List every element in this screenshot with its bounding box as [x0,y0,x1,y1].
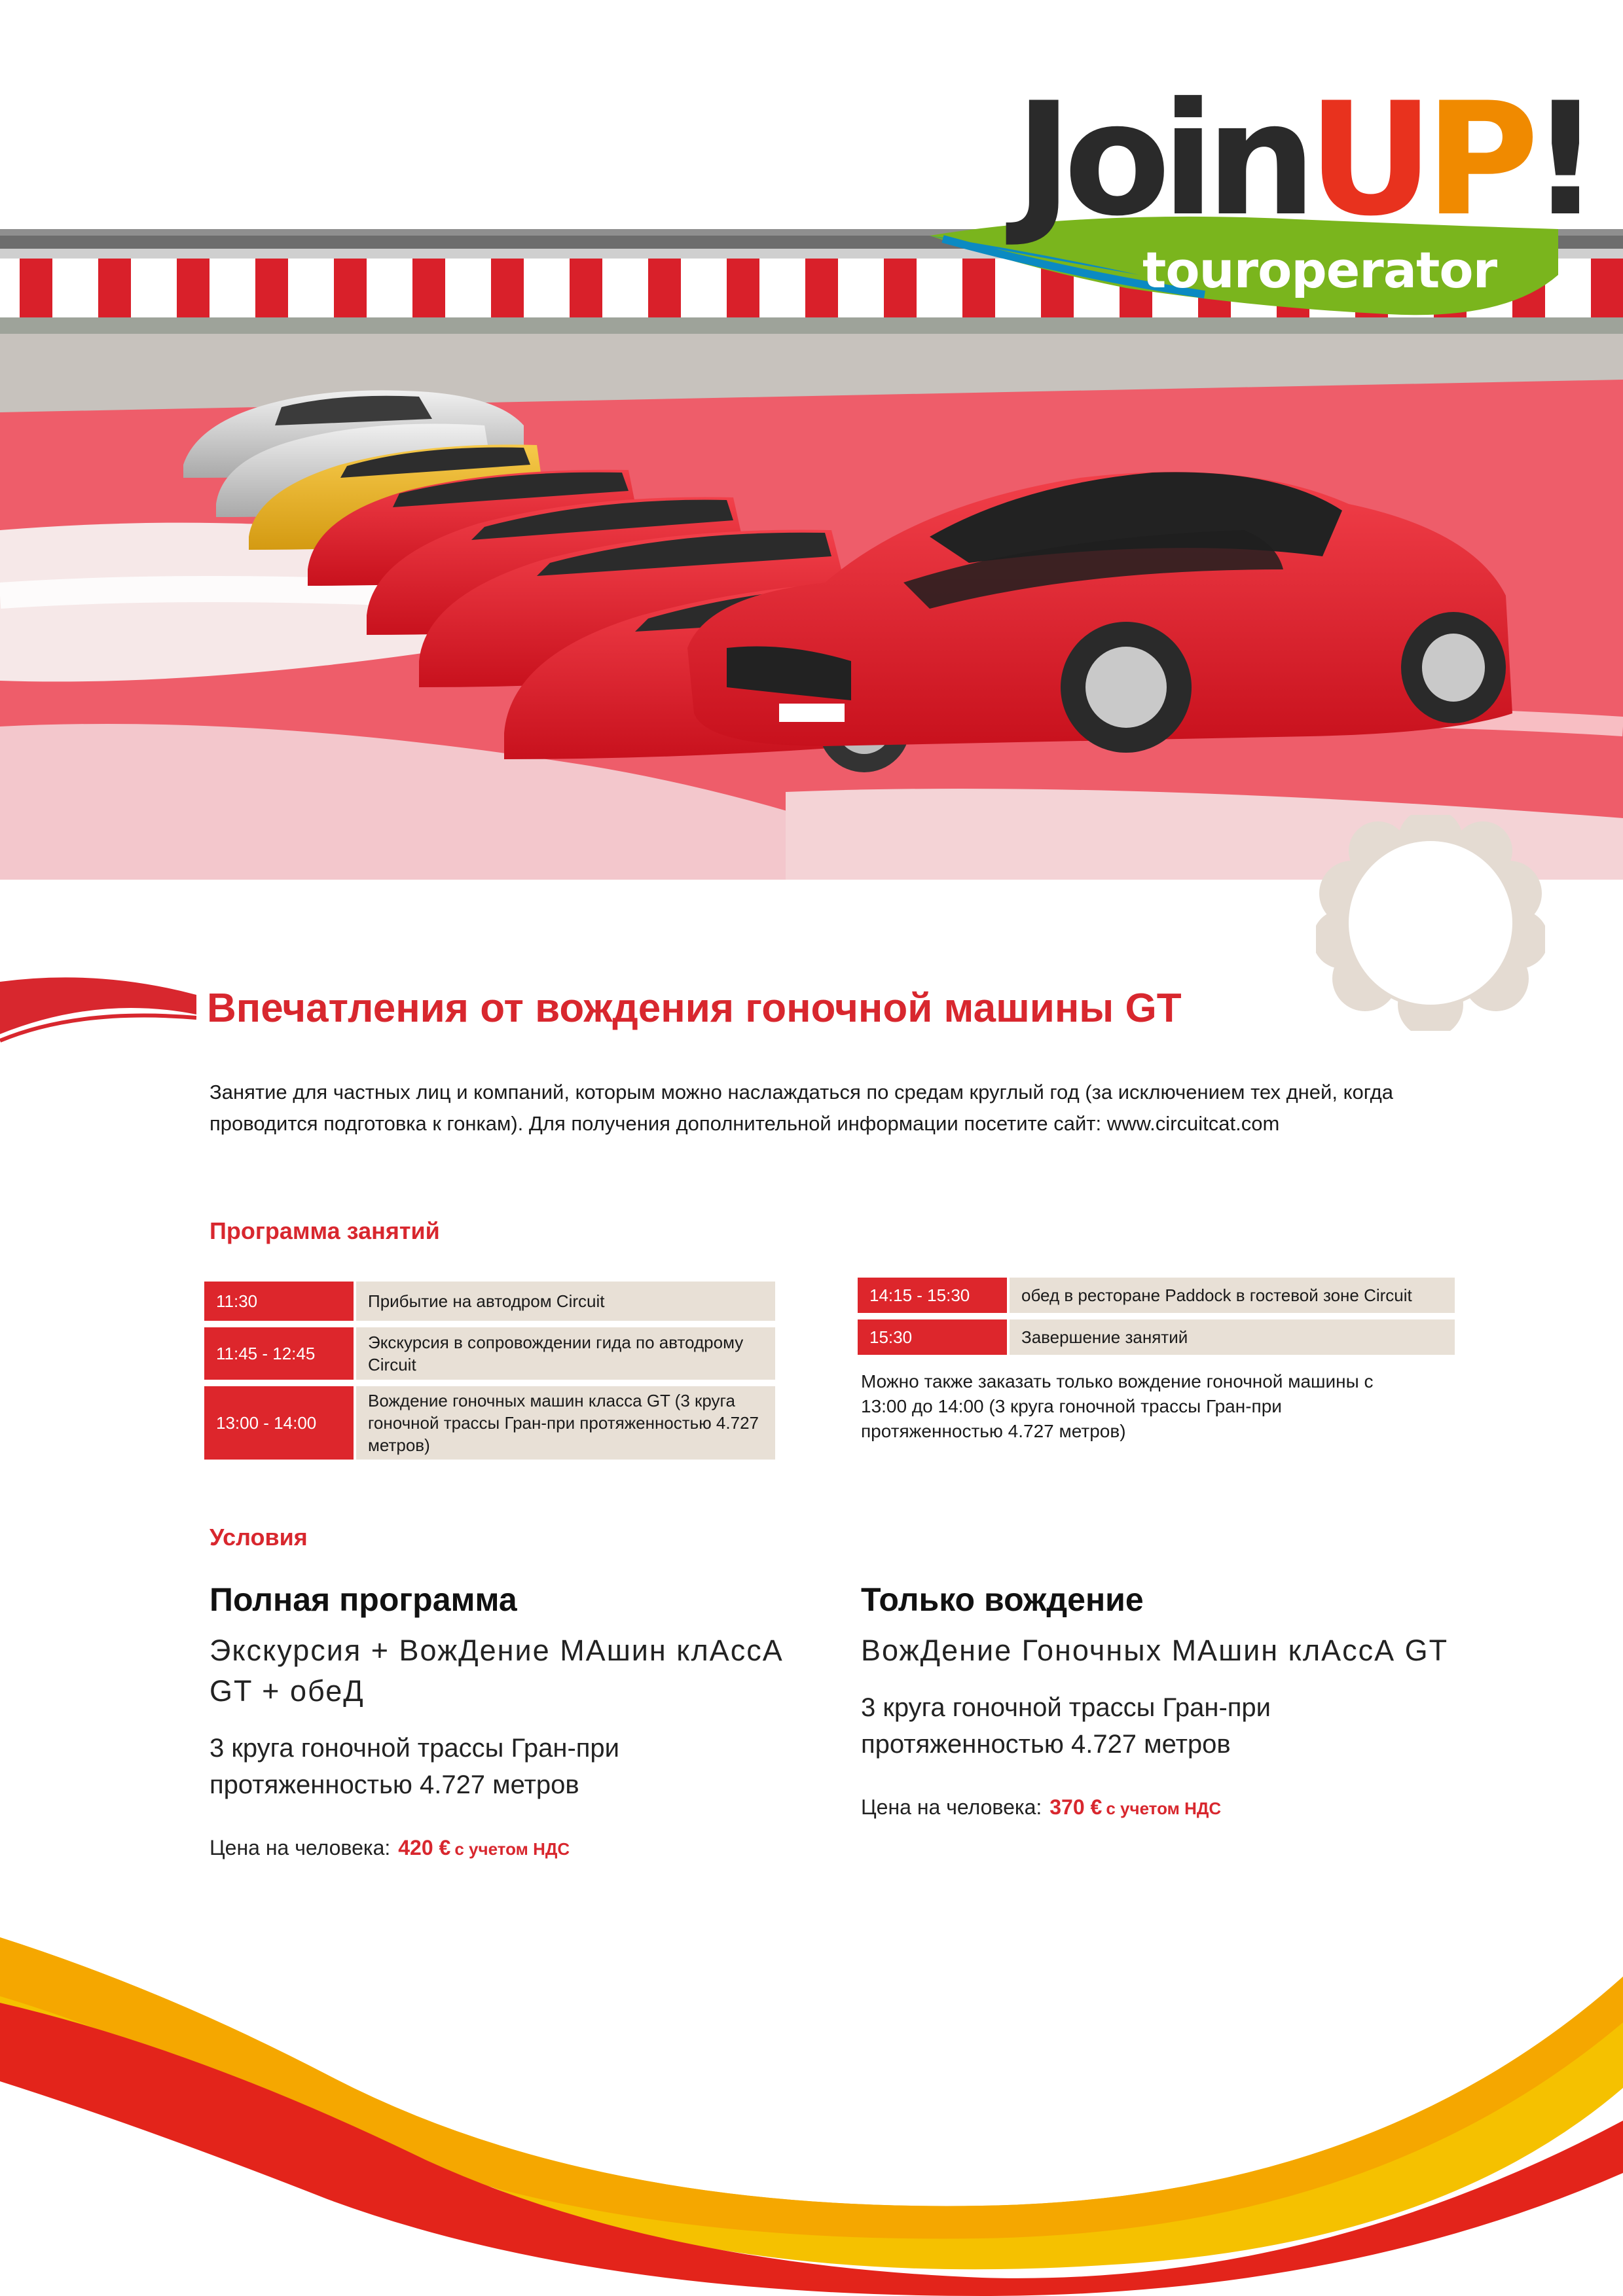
logo-bang-text: ! [1529,69,1592,251]
condition-price [210,1836,799,1860]
schedule-time: 11:30 [204,1282,354,1321]
schedule-row [858,1319,1455,1355]
price-vat: с учетом НДС [1106,1799,1222,1818]
schedule-desc: обед в ресторане Paddock в гостевой зоне Circuit [1010,1278,1455,1313]
schedule-left [204,1282,775,1466]
red-swoosh-icon [0,969,196,1054]
logo-wordmark [1015,69,1592,251]
schedule-note: Можно также заказать только вождение гоночной машины с 13:00 до 14:00 (3 круга гоночной трассы Гран-при протяженностью 4.727 метров) [861,1371,1374,1441]
condition-drive-only [861,1581,1450,1820]
schedule-time: 15:30 [858,1319,1007,1355]
page-title: Впечатления от вождения гоночной машины GT [207,986,1182,1031]
price-label: Цена на человека: [210,1836,391,1859]
joinup-logo [930,69,1592,340]
conditions-label: Условия [210,1524,308,1551]
condition-price [861,1795,1450,1820]
schedule-right [858,1278,1455,1361]
schedule-row [204,1327,775,1380]
logo-p-text: P [1425,69,1530,251]
condition-full-program [210,1581,799,1860]
price-vat: с учетом НДС [454,1839,570,1859]
logo-join-text: Join [1015,69,1308,251]
intro-text: Занятие для частных лиц и компаний, которым можно наслаждаться по средам круглый год (за исключением тех дней, когда проводится подготовка к гонкам). Для получения дополнительной информации посетите сайт: www.circuitcat.com [210,1081,1393,1135]
condition-laps: 3 круга гоночной трассы Гран-при протяженностью 4.727 метров [210,1734,620,1799]
schedule-row [204,1386,775,1460]
schedule-row [858,1278,1455,1313]
logo-u-text: U [1307,69,1425,251]
schedule-time: 11:45 - 12:45 [204,1327,354,1380]
schedule-desc: Вождение гоночных машин класса GT (3 круга гоночной трассы Гран-при протяженностью 4.727 метров) [356,1386,775,1460]
condition-title: Полная программа [210,1581,517,1618]
price-value: 370 € [1049,1795,1103,1819]
logo-tagline: touroperator [1142,241,1497,299]
price-label: Цена на человека: [861,1795,1042,1819]
price-value: 420 € [398,1836,451,1859]
schedule-row [204,1282,775,1321]
condition-subtitle: Экскурсия + ВожДение МАшин клАссА GT + обеД [210,1634,784,1708]
schedule-desc: Экскурсия в сопровождении гида по автодрому Circuit [356,1327,775,1380]
condition-laps: 3 круга гоночной трассы Гран-при протяженностью 4.727 метров [861,1693,1271,1759]
program-label: Программа занятий [210,1217,440,1244]
condition-subtitle: ВожДение Гоночных МАшин клАссА GT [861,1634,1449,1667]
schedule-time: 14:15 - 15:30 [858,1278,1007,1313]
flower-badge-icon [1316,815,1545,1031]
schedule-time: 13:00 - 14:00 [204,1386,354,1460]
condition-title: Только вождение [861,1581,1144,1618]
schedule-desc: Прибытие на автодром Circuit [356,1282,775,1321]
schedule-desc: Завершение занятий [1010,1319,1455,1355]
bottom-wave-decoration [0,1924,1623,2296]
